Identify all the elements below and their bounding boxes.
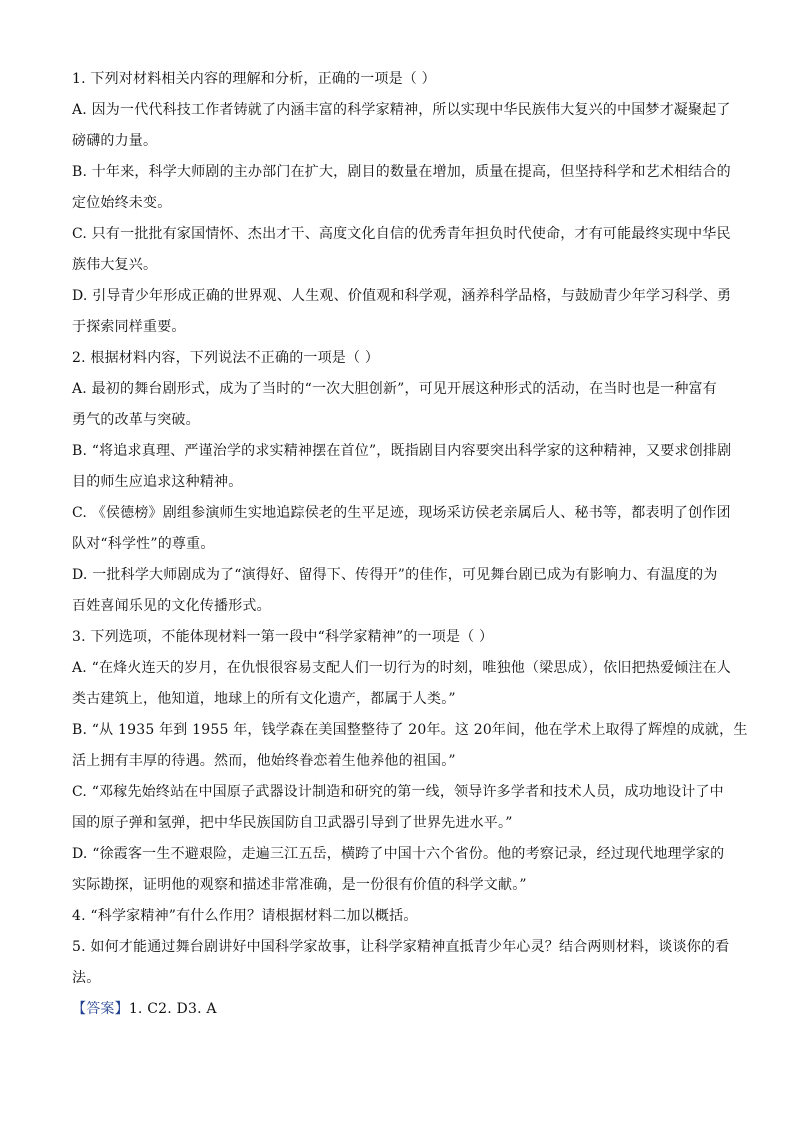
q1-option-c: C. 只有一批批有家国情怀、杰出才干、高度文化自信的优秀青年担负时代使命，才有可能最终实现中华民 — [72, 226, 731, 242]
q2-option-b-cont: 目的师生应追求这种精神。 — [72, 474, 243, 490]
q3-option-a: A. “在烽火连天的岁月，在仇恨很容易支配人们一切行为的时刻，唯独他（梁思成），依旧把热爱倾注在人 — [72, 660, 731, 676]
q1-option-c-cont: 族伟大复兴。 — [72, 257, 158, 273]
q5-stem: 5. 如何才能通过舞台剧讲好中国科学家故事，让科学家精神直抵青少年心灵？结合两则材料，谈谈你的看 — [72, 939, 730, 955]
q1-option-b: B. 十年来，科学大师剧的主办部门在扩大，剧目的数量在增加，质量在提高，但坚持科学和艺术相结合的 — [72, 164, 731, 180]
q2-option-d: D. 一批科学大师剧成为了“演得好、留得下、传得开”的佳作，可见舞台剧已成为有影响力、有温度的为 — [72, 567, 718, 583]
q2-option-a-cont: 勇气的改革与突破。 — [72, 412, 200, 428]
q5-stem-cont: 法。 — [72, 970, 101, 986]
q2-stem: 2. 根据材料内容，下列说法不正确的一项是（ ） — [72, 350, 380, 366]
q2-option-c-cont: 队对“科学性”的尊重。 — [72, 536, 215, 552]
q2-option-c: C. 《侯德榜》剧组参演师生实地追踪侯老的生平足迹，现场采访侯老亲属后人、秘书等，都表明了创作团 — [72, 505, 731, 521]
answer-line — [72, 994, 727, 1025]
document-page — [72, 64, 748, 1025]
q3-option-c: C. “邓稼先始终站在中国原子武器设计制造和研究的第一线，领导许多学者和技术人员，成功地设计了中 — [72, 784, 724, 800]
answer-text: 1. C2. D3. A — [128, 1001, 217, 1017]
q4-stem: 4. “科学家精神”有什么作用？请根据材料二加以概括。 — [72, 908, 418, 924]
q3-stem: 3. 下列选项，不能体现材料一第一段中“科学家精神”的一项是（ ） — [72, 629, 494, 645]
q2-option-d-cont: 百姓喜闻乐见的文化传播形式。 — [72, 598, 271, 614]
q1-option-b-cont: 定位始终未变。 — [72, 195, 172, 211]
q1-option-a: A. 因为一代代科技工作者铸就了内涵丰富的科学家精神，所以实现中华民族伟大复兴的中国梦才凝聚起了 — [72, 102, 731, 118]
q1-option-d-cont: 于探索同样重要。 — [72, 319, 186, 335]
q2-option-a: A. 最初的舞台剧形式，成为了当时的“一次大胆创新”，可见开展这种形式的活动，在当时也是一种富有 — [72, 381, 717, 397]
answer-label: 【答案】 — [72, 1001, 129, 1017]
q1-stem: 1. 下列对材料相关内容的理解和分析，正确的一项是（ ） — [72, 71, 436, 87]
q3-option-d-cont: 实际勘探，证明他的观察和描述非常准确，是一份很有价值的科学文献。” — [72, 877, 527, 893]
q1-option-d: D. 引导青少年形成正确的世界观、人生观、价值观和科学观，涵养科学品格，与鼓励青少年学习科学、勇 — [72, 288, 732, 304]
q3-option-b: B. “从 1935 年到 1955 年，钱学森在美国整整待了 20年。这 20年间，他在学术上取得了辉煌的成就，生 — [72, 722, 748, 738]
q1-option-a-cont: 磅礴的力量。 — [72, 133, 158, 149]
q3-option-c-cont: 国的原子弹和氢弹，把中华民族国防自卫武器引导到了世界先进水平。” — [72, 815, 513, 831]
q2-option-b: B. “将追求真理、严谨治学的求实精神摆在首位”，既指剧目内容要突出科学家的这种精神，又要求创排剧 — [72, 443, 732, 459]
q3-option-a-cont: 类古建筑上，他知道，地球上的所有文化遗产，都属于人类。” — [72, 691, 456, 707]
q3-option-d: D. “徐霞客一生不避艰险，走遍三江五岳，横跨了中国十六个省份。他的考察记录，经过现代地理学家的 — [72, 846, 725, 862]
q3-option-b-cont: 活上拥有丰厚的待遇。然而，他始终眷恋着生他养他的祖国。” — [72, 753, 456, 769]
